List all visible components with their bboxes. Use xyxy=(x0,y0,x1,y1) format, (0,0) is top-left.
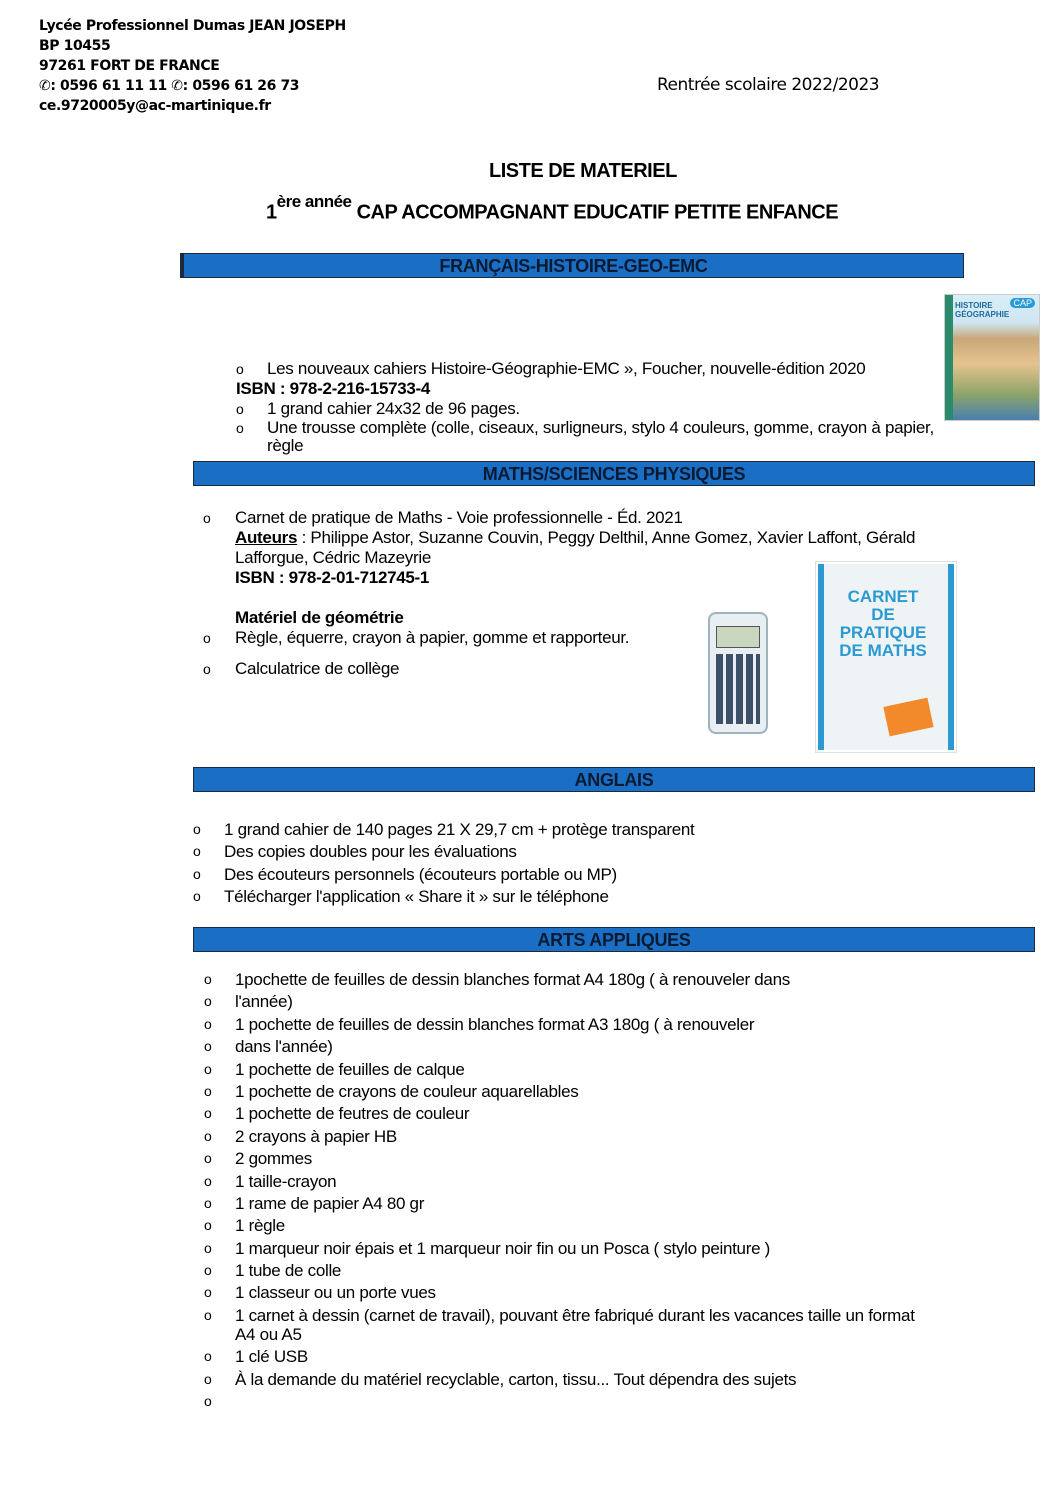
list-item xyxy=(204,1014,935,1034)
list-item xyxy=(193,887,1004,907)
item-text: 1pochette de feuilles de dessin blanches format A4 180g ( à renouveler dans xyxy=(235,970,790,989)
school-bp: BP 10455 xyxy=(39,38,111,54)
item-text: 1 pochette de crayons de couleur aquarellables xyxy=(235,1081,579,1101)
bullet: o xyxy=(193,865,201,882)
item-text: Les nouveaux cahiers Histoire-Géographie-EMC », Foucher, nouvelle-édition 2020 xyxy=(267,359,866,378)
bullet: o xyxy=(204,1217,212,1234)
item-text: 1 pochette de feuilles de dessin blanches format A3 180g ( à renouveler xyxy=(235,1014,755,1034)
cover-badge: CAP xyxy=(1010,298,1035,308)
item-text: dans l'année) xyxy=(235,1037,333,1057)
item-text: 1 taille-crayon xyxy=(235,1171,337,1191)
section-header-francais: FRANÇAIS-HISTOIRE-GEO-EMC xyxy=(180,253,964,278)
list-item xyxy=(204,1171,935,1191)
item-text: 1 pochette de feuilles de calque xyxy=(235,1059,465,1079)
list-item xyxy=(204,1283,935,1303)
geometry-label: Matériel de géométrie xyxy=(235,608,404,627)
bullet: o xyxy=(193,843,201,860)
item-text: Une trousse complète (colle, ciseaux, surligneurs, stylo 4 couleurs, gomme, crayon à papier, règle xyxy=(267,418,934,455)
page-title: LISTE DE MATERIEL xyxy=(489,160,677,182)
list-item xyxy=(204,1149,935,1169)
bullet: o xyxy=(204,1038,212,1055)
calculator-image xyxy=(708,612,768,734)
level-number: 1 xyxy=(266,201,277,224)
bullet: o xyxy=(204,1127,212,1144)
bullet: o xyxy=(204,1082,212,1099)
school-name: Lycée Professionnel Dumas JEAN JOSEPH xyxy=(39,18,346,34)
bullet: o xyxy=(203,661,211,677)
school-year: Rentrée scolaire 2022/2023 xyxy=(657,75,880,95)
bullet: o xyxy=(204,1015,212,1032)
list-item xyxy=(236,399,946,419)
level-suffix: ère année xyxy=(276,192,352,211)
item-text: 2 gommes xyxy=(235,1149,312,1169)
bullet: o xyxy=(204,1060,212,1077)
bullet: o xyxy=(204,971,212,987)
arts-list xyxy=(204,970,935,1414)
item-text: 2 crayons à papier HB xyxy=(235,1126,397,1146)
bullet: o xyxy=(204,1194,212,1211)
bullet: o xyxy=(204,1393,212,1410)
list-item xyxy=(204,1347,935,1367)
item-text: Règle, équerre, crayon à papier, gomme et rapporteur. xyxy=(235,628,630,647)
cover-title: HISTOIRE GÉOGRAPHIE xyxy=(955,301,1010,319)
item-text: 1 règle xyxy=(235,1216,285,1236)
cover-title: CARNET DE PRATIQUE DE MATHS xyxy=(839,587,927,660)
authors: : Philippe Astor, Suzanne Couvin, Peggy Delthil, Anne Gomez, Xavier Laffont, Gérald Lafforgue, Cédric Mazeyrie xyxy=(235,528,916,567)
school-header xyxy=(39,16,346,116)
item-text: 1 grand cahier de 140 pages 21 X 29,7 cm + protège transparent xyxy=(224,820,695,839)
program-title xyxy=(266,192,839,225)
isbn: ISBN : 978-2-01-712745-1 xyxy=(235,568,430,587)
bullet: o xyxy=(204,1284,212,1301)
bullet: o xyxy=(204,993,212,1010)
list-item xyxy=(193,820,1004,839)
isbn: ISBN : 978-2-216-15733-4 xyxy=(236,379,431,398)
section-header-maths: MATHS/SCIENCES PHYSIQUES xyxy=(193,461,1035,486)
item-text: 1 clé USB xyxy=(235,1347,308,1367)
list-item xyxy=(236,419,946,455)
list-item xyxy=(204,1261,935,1281)
list-item xyxy=(193,864,1004,884)
item-text: 1 rame de papier A4 80 gr xyxy=(235,1193,425,1213)
list-item xyxy=(204,1238,935,1258)
list-item xyxy=(204,1305,935,1344)
bullet: o xyxy=(204,1370,212,1387)
bullet: o xyxy=(204,1150,212,1167)
item-text: Télécharger l'application « Share it » sur le téléphone xyxy=(224,887,609,907)
list-item xyxy=(204,992,935,1012)
list-item xyxy=(204,1037,935,1057)
item-text: Des copies doubles pour les évaluations xyxy=(224,842,517,862)
list-item xyxy=(204,1369,935,1389)
bullet: o xyxy=(204,1105,212,1122)
school-email[interactable]: ce.9720005y@ac-martinique.fr xyxy=(39,98,271,114)
bullet: o xyxy=(204,1306,212,1323)
bullet: o xyxy=(204,1239,212,1256)
bullet: o xyxy=(203,510,211,526)
authors-label: Auteurs xyxy=(235,528,298,547)
item-text: Des écouteurs personnels (écouteurs portable ou MP) xyxy=(224,864,617,884)
school-phone: ✆: 0596 61 11 11 ✆: 0596 61 26 73 xyxy=(39,78,300,94)
list-item xyxy=(204,1104,935,1124)
item-text: À la demande du matériel recyclable, carton, tissu... Tout dépendra des sujets xyxy=(235,1369,797,1389)
bullet: o xyxy=(204,1348,212,1365)
list-item xyxy=(193,842,1004,862)
item-text: Calculatrice de collège xyxy=(235,659,400,678)
list-item xyxy=(236,359,946,379)
section-header-arts: ARTS APPLIQUES xyxy=(193,927,1035,952)
list-item xyxy=(204,1081,935,1101)
item-text: l'année) xyxy=(235,992,293,1012)
list-item xyxy=(204,1216,935,1236)
bullet: o xyxy=(193,821,201,837)
school-city: 97261 FORT DE FRANCE xyxy=(39,58,220,74)
list-item xyxy=(204,970,935,989)
item-text: 1 pochette de feutres de couleur xyxy=(235,1104,470,1124)
anglais-list xyxy=(193,820,1004,910)
list-item xyxy=(204,1059,935,1079)
list-item xyxy=(204,1392,935,1411)
item-text: 1 grand cahier 24x32 de 96 pages. xyxy=(267,399,520,418)
item-text: 1 marqueur noir épais et 1 marqueur noir fin ou un Posca ( stylo peinture ) xyxy=(235,1238,771,1258)
list-item xyxy=(204,1126,935,1146)
section-header-anglais: ANGLAIS xyxy=(193,767,1035,792)
item-text: 1 tube de colle xyxy=(235,1261,342,1281)
maths-book-cover xyxy=(815,561,957,753)
bullet: o xyxy=(204,1262,212,1279)
bullet: o xyxy=(236,420,244,436)
bullet: o xyxy=(204,1172,212,1189)
bullet: o xyxy=(203,630,211,646)
bullet: o xyxy=(236,401,244,417)
list-item xyxy=(204,1193,935,1213)
bullet: o xyxy=(193,888,201,905)
item-text: 1 classeur ou un porte vues xyxy=(235,1283,436,1303)
item-text: Carnet de pratique de Maths - Voie professionnelle - Éd. 2021 xyxy=(235,508,683,527)
item-text: 1 carnet à dessin (carnet de travail), pouvant être fabriqué durant les vacances taille un format A4 ou A5 xyxy=(235,1305,915,1344)
francais-list xyxy=(236,359,946,455)
history-book-cover xyxy=(944,294,1040,421)
bullet: o xyxy=(236,361,244,377)
program-name: CAP ACCOMPAGNANT EDUCATIF PETITE ENFANCE xyxy=(356,201,839,224)
